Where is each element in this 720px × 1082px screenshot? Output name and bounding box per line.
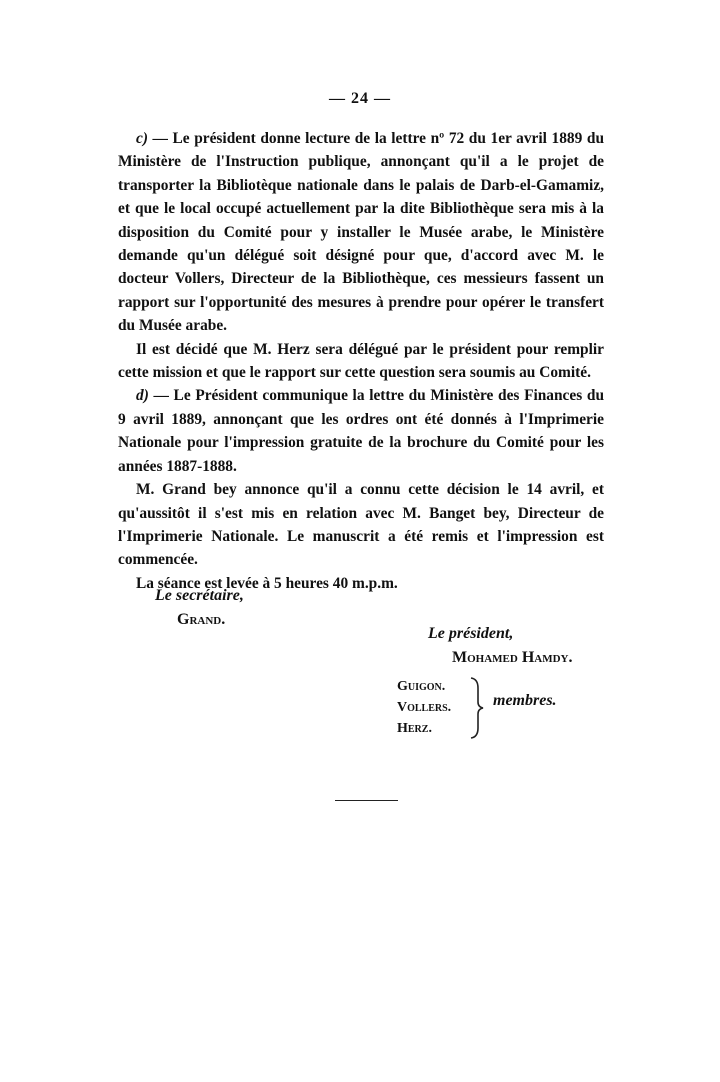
paragraph-decision-text: Il est décidé que M. Herz sera délégué par le président pour remplir cette mission et que le rapport sur cette question sera soumis au Comité. — [118, 340, 604, 382]
paragraph-closing-text: La séance est levée à 5 heures 40 m.p.m. — [136, 574, 398, 592]
paragraph-grand-bey-text: M. Grand bey annonce qu'il a connu cette décision le 14 avril, et qu'aussitôt il s'est mis en relation avec M. Banget bey, Directeur de l'Imprimerie Nationale. Le manuscrit a été remis et l'impression est commencée. — [118, 481, 604, 569]
paragraph-c-text: — Le président donne lecture de la lettre nº 72 du 1er avril 1889 du Ministère de l'Instruction publique, annonçant qu'il a le projet de transporter la Bibliotèque nationale dans le palais de Darb-el-Gamamiz, et que le local occupé actuellement par la dite Bibliothèque sera mis à la disposition du Comité pour y installer le Musée arabe, le Ministère demande qu'un délégué soit désigné pour que, d'accord avec M. le docteur Vollers, Directeur de la Bibliothèque, ces messieurs fassent un rapport sur l'opportunité des mesures à prendre pour opérer le transfert du Musée arabe. — [118, 130, 604, 335]
paragraph-c — [118, 127, 604, 338]
secretary-signature — [155, 584, 244, 632]
president-signature — [428, 622, 572, 670]
members-label: membres. — [493, 692, 557, 709]
paragraph-decision — [118, 338, 604, 385]
secretary-title: Le secrétaire, — [155, 587, 244, 604]
paragraph-d — [118, 384, 604, 478]
president-name: Mohamed Hamdy. — [452, 649, 573, 666]
closing-rule — [335, 800, 398, 801]
members-list — [397, 676, 451, 739]
paragraph-d-marker: d) — [136, 387, 149, 405]
page-number: — 24 — — [329, 90, 391, 107]
paragraph-d-text: — Le Président communique la lettre du Ministère des Finances du 9 avril 1889, annonçant que les ordres ont été donnés à l'Imprimerie Nationale pour l'impression gratuite de la brochure du Comité pour les années 1887-1888. — [118, 387, 604, 475]
minutes-body — [118, 127, 604, 595]
president-title: Le président, — [428, 625, 514, 642]
paragraph-grand-bey — [118, 478, 604, 572]
member-name: Guigon. — [397, 679, 446, 694]
member-name: Herz. — [397, 721, 432, 736]
secretary-name: Grand. — [177, 611, 226, 628]
right-brace-icon — [467, 676, 485, 740]
paragraph-c-marker: c) — [136, 130, 148, 147]
member-name: Vollers. — [397, 700, 452, 715]
